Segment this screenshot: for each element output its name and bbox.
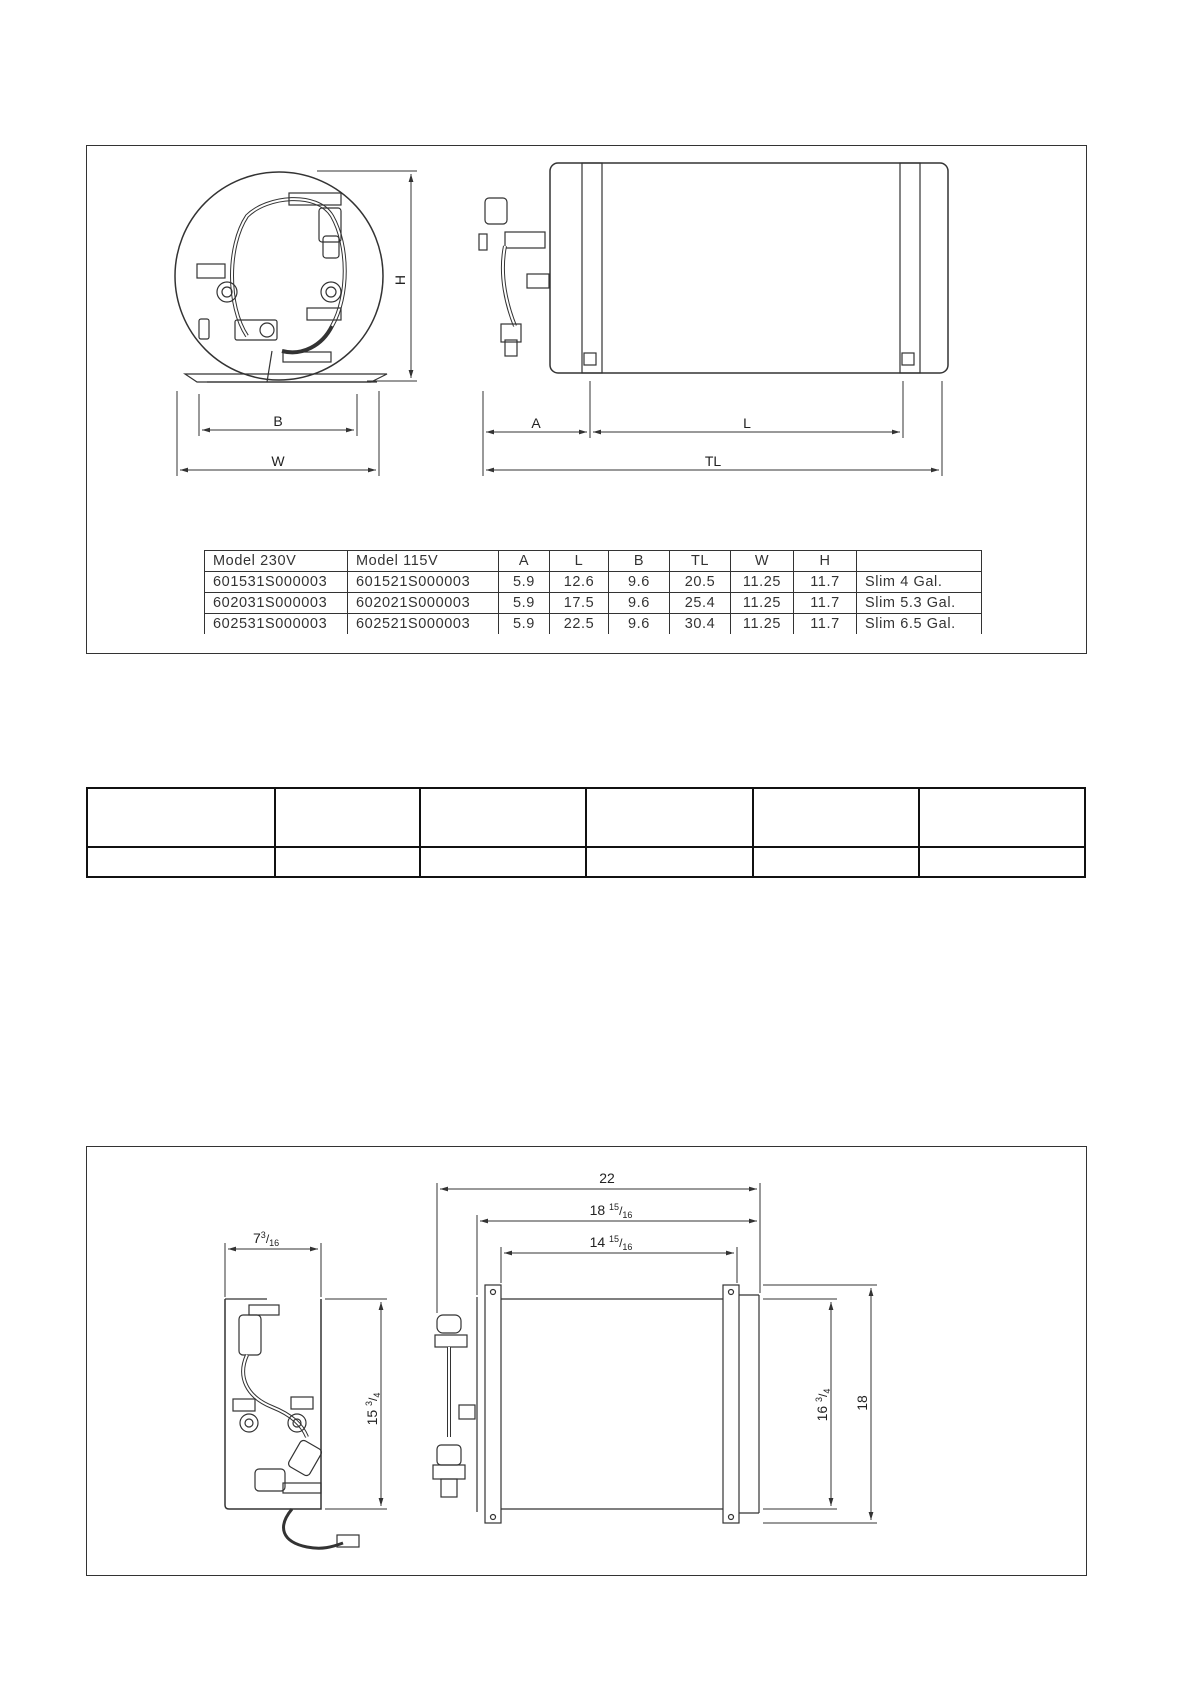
header-h: H (794, 551, 857, 572)
cell-a: 5.9 (499, 593, 550, 614)
cell-model-115v: 602521S000003 (348, 614, 499, 635)
cell-model-115v: 602021S000003 (348, 593, 499, 614)
label-h: H (392, 274, 408, 286)
dim-height-inner: 16 $^3/_4$ (814, 1388, 832, 1422)
empty-cell (919, 847, 1085, 877)
empty-cell (420, 847, 586, 877)
label-w: W (271, 453, 285, 469)
cell-l: 22.5 (550, 614, 609, 635)
header-model-115v: Model 115V (348, 551, 499, 572)
header-w: W (731, 551, 794, 572)
cell-w: 11.25 (731, 572, 794, 593)
cell-w: 11.25 (731, 614, 794, 635)
empty-cell (275, 788, 421, 847)
empty-cell (87, 847, 275, 877)
header-capacity (857, 551, 982, 572)
right-view (433, 1285, 759, 1523)
cell-l: 12.6 (550, 572, 609, 593)
cell-capacity: Slim 4 Gal. (857, 572, 982, 593)
cell-h: 11.7 (794, 614, 857, 635)
cell-capacity: Slim 5.3 Gal. (857, 593, 982, 614)
front-view (175, 172, 387, 382)
cell-model-230v: 601531S000003 (205, 572, 348, 593)
cell-h: 11.7 (794, 572, 857, 593)
left-view (225, 1299, 359, 1548)
cell-model-230v: 602531S000003 (205, 614, 348, 635)
label-b: B (273, 413, 283, 429)
cell-h: 11.7 (794, 593, 857, 614)
empty-cell (753, 788, 919, 847)
cell-b: 9.6 (609, 593, 670, 614)
dimension-drawing-panel (86, 145, 1087, 654)
cell-model-115v: 601521S000003 (348, 572, 499, 593)
dim-width-small: $7^3/_{16}$ (253, 1230, 280, 1248)
empty-cell (275, 847, 421, 877)
cell-capacity: Slim 6.5 Gal. (857, 614, 982, 635)
cell-b: 9.6 (609, 572, 670, 593)
cell-tl: 20.5 (670, 572, 731, 593)
header-b: B (609, 551, 670, 572)
cell-a: 5.9 (499, 614, 550, 635)
header-l: L (550, 551, 609, 572)
cell-model-230v: 602031S000003 (205, 593, 348, 614)
label-l: L (743, 415, 751, 431)
header-a: A (499, 551, 550, 572)
empty-cell (586, 788, 752, 847)
empty-cell (420, 788, 586, 847)
table-row (87, 847, 1085, 877)
label-tl: TL (704, 453, 722, 469)
side-view (479, 163, 948, 373)
dim-length-inner: 14 $^{15}/_{16}$ (589, 1234, 633, 1252)
cell-l: 17.5 (550, 593, 609, 614)
model-dimensions-table (204, 550, 982, 634)
empty-cell (919, 788, 1085, 847)
empty-cell (753, 847, 919, 877)
mounting-dimension-panel (86, 1146, 1087, 1576)
empty-cell (87, 788, 275, 847)
empty-cell (586, 847, 752, 877)
header-model-230v: Model 230V (205, 551, 348, 572)
cell-a: 5.9 (499, 572, 550, 593)
table-row (205, 593, 982, 614)
cell-w: 11.25 (731, 593, 794, 614)
header-tl: TL (670, 551, 731, 572)
cell-b: 9.6 (609, 614, 670, 635)
table-header-row (205, 551, 982, 572)
empty-grid-table (86, 787, 1086, 878)
table-row (87, 788, 1085, 847)
dim-length-mid: 18 $^{15}/_{16}$ (589, 1202, 633, 1220)
dim-overall-length: 22 (599, 1170, 615, 1186)
table-row (205, 572, 982, 593)
table-row (205, 614, 982, 635)
dim-height-outer: 18 (854, 1395, 870, 1411)
cell-tl: 30.4 (670, 614, 731, 635)
cell-tl: 25.4 (670, 593, 731, 614)
mounting-dimension-drawing (87, 1147, 1086, 1575)
label-a: A (531, 415, 541, 431)
dim-height-small: 15 $^3/_4$ (364, 1392, 382, 1426)
